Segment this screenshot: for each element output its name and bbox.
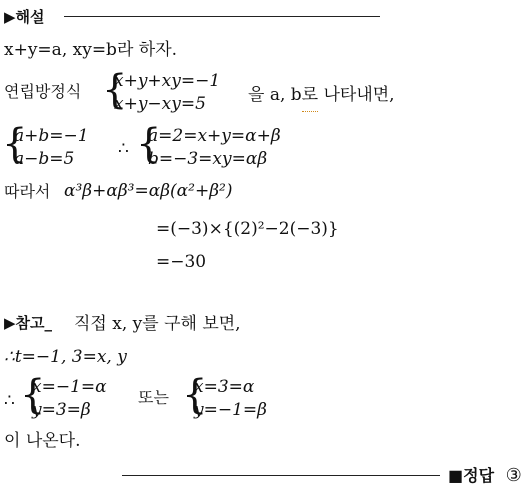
eq-a-plus-b: a+b=−1 xyxy=(14,126,89,146)
note-sys2-b: y=−1=β xyxy=(194,400,267,420)
note-intro: 직접 x, y를 구해 보면, xyxy=(74,314,241,334)
solution-header xyxy=(4,10,45,25)
system-eq-1: x+y+xy=−1 xyxy=(114,71,221,91)
eq-a-value: a=2=x+y=α+β xyxy=(148,126,281,146)
eq-b-value: b=−3=xy=αβ xyxy=(148,149,268,169)
system-eq-2: x+y−xy=5 xyxy=(114,94,206,114)
note-title: 참고_ xyxy=(15,314,53,332)
expr-result: =−30 xyxy=(156,252,207,272)
note-header xyxy=(4,316,52,331)
expr-main: α³β+αβ³=αβ(α²+β²) xyxy=(64,181,233,201)
header-title: 해설 xyxy=(15,8,45,26)
system-brace: { xyxy=(102,67,128,113)
note-brace-1: { xyxy=(20,372,46,418)
note-sys2-a: x=3=α xyxy=(194,377,255,397)
therefore-symbol: ∴ xyxy=(118,139,129,159)
note-or: 또는 xyxy=(138,388,169,407)
expr-step-2: =(−3)×{(2)²−2(−3)} xyxy=(156,219,339,239)
note-sys1-b: y=3=β xyxy=(32,400,91,420)
note-closing: 이 나온다. xyxy=(4,431,81,451)
answer-marker: ■ xyxy=(448,466,464,485)
answer-label: 정답 xyxy=(463,466,495,485)
header-rule xyxy=(64,16,380,17)
note-brace-2: { xyxy=(182,372,208,418)
underline-mark xyxy=(302,111,318,112)
note-sys1-a: x=−1=α xyxy=(32,377,107,397)
line-substitution: x+y=a, xy=b라 하자. xyxy=(4,40,178,60)
line-system-label: 연립방정식 xyxy=(4,82,82,101)
system-suffix: 을 a, b로 나타내면, xyxy=(248,85,395,105)
brace-left: { xyxy=(2,121,28,167)
brace-right: { xyxy=(136,121,162,167)
eq-a-minus-b: a−b=5 xyxy=(14,149,75,169)
therefore-word: 따라서 xyxy=(4,182,51,201)
note-t-line: ∴t=−1, 3=x, y xyxy=(4,347,127,367)
answer-value: ③ xyxy=(505,465,522,486)
note-marker: ▶ xyxy=(4,314,16,332)
header-marker: ▶ xyxy=(4,8,16,26)
answer-block xyxy=(448,467,522,485)
note-therefore: ∴ xyxy=(4,391,15,411)
answer-rule xyxy=(122,475,440,476)
